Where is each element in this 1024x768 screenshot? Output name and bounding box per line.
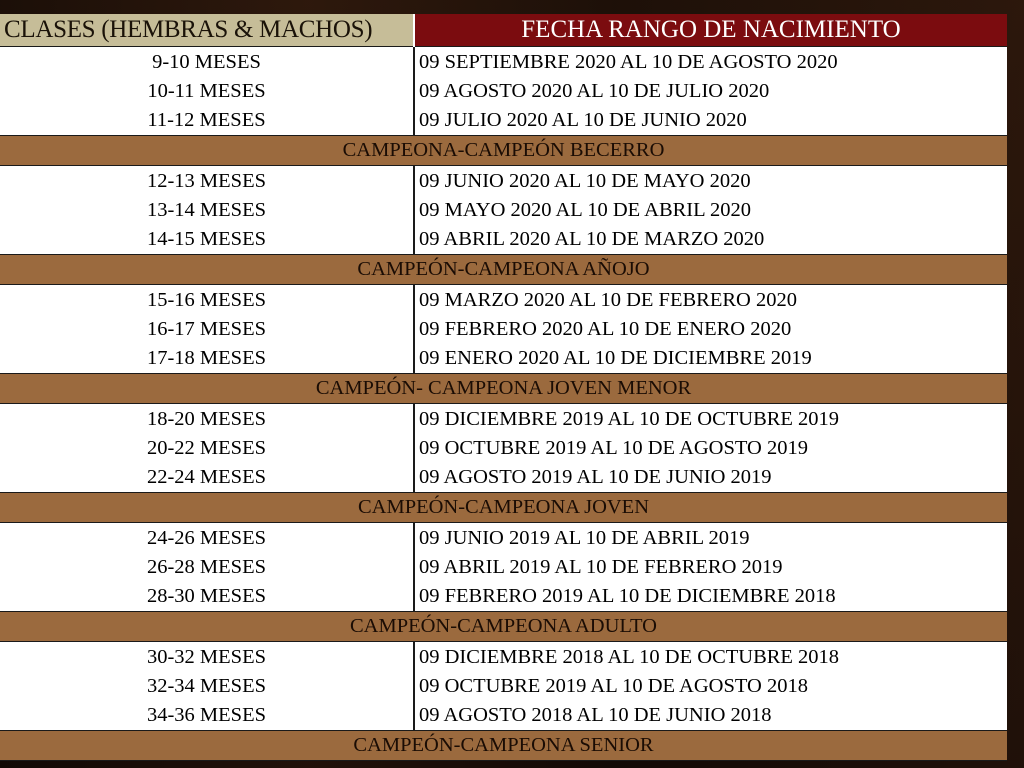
classes-cell (0, 404, 414, 493)
table-row (0, 285, 1007, 374)
class-label: 14-15 MESES (146, 228, 267, 250)
class-label: 13-14 MESES (146, 199, 267, 221)
dates-cell (414, 642, 1007, 731)
champion-row (0, 255, 1007, 285)
champion-row (0, 136, 1007, 166)
date-range: 09 DICIEMBRE 2019 AL 10 DE OCTUBRE 2019 (419, 408, 840, 430)
table-row (0, 642, 1007, 731)
champion-label: CAMPEÓN-CAMPEONA JOVEN (0, 493, 1007, 523)
class-label: 30-32 MESES (146, 646, 267, 668)
champion-row (0, 612, 1007, 642)
header-row (0, 14, 1007, 47)
date-range: 09 OCTUBRE 2019 AL 10 DE AGOSTO 2019 (419, 437, 808, 459)
classes-cell (0, 523, 414, 612)
class-label: 17-18 MESES (146, 347, 267, 369)
champion-label: CAMPEÓN- CAMPEONA JOVEN MENOR (0, 374, 1007, 404)
class-label: 9-10 MESES (152, 51, 261, 73)
dates-cell (414, 404, 1007, 493)
header-birth-date-range: FECHA RANGO DE NACIMIENTO (414, 14, 1007, 47)
class-label: 18-20 MESES (146, 408, 267, 430)
date-range: 09 ABRIL 2020 AL 10 DE MARZO 2020 (419, 228, 765, 250)
champion-label: CAMPEONA-CAMPEÓN BECERRO (0, 136, 1007, 166)
date-range: 09 SEPTIEMBRE 2020 AL 10 DE AGOSTO 2020 (419, 51, 838, 73)
date-range: 09 JUNIO 2019 AL 10 DE ABRIL 2019 (419, 527, 750, 549)
table-row (0, 404, 1007, 493)
classes-table-container (0, 14, 1007, 761)
dates-cell (414, 166, 1007, 255)
date-range: 09 OCTUBRE 2019 AL 10 DE AGOSTO 2018 (419, 675, 808, 697)
classes-table (0, 14, 1007, 761)
header-classes: CLASES (HEMBRAS & MACHOS) (0, 14, 414, 47)
date-range: 09 JUNIO 2020 AL 10 DE MAYO 2020 (419, 170, 751, 192)
date-range: 09 ABRIL 2019 AL 10 DE FEBRERO 2019 (419, 556, 783, 578)
date-range: 09 AGOSTO 2020 AL 10 DE JULIO 2020 (419, 80, 770, 102)
date-range: 09 MAYO 2020 AL 10 DE ABRIL 2020 (419, 199, 752, 221)
champion-label: CAMPEÓN-CAMPEONA AÑOJO (0, 255, 1007, 285)
class-label: 12-13 MESES (146, 170, 267, 192)
dates-cell (414, 47, 1007, 136)
class-label: 20-22 MESES (146, 437, 267, 459)
class-label: 10-11 MESES (147, 80, 266, 102)
class-label: 22-24 MESES (146, 466, 267, 488)
classes-cell (0, 642, 414, 731)
date-range: 09 FEBRERO 2019 AL 10 DE DICIEMBRE 2018 (419, 585, 836, 607)
champion-row (0, 493, 1007, 523)
table-row (0, 166, 1007, 255)
date-range: 09 MARZO 2020 AL 10 DE FEBRERO 2020 (419, 289, 797, 311)
champion-row (0, 374, 1007, 404)
dates-cell (414, 285, 1007, 374)
classes-cell (0, 47, 414, 136)
date-range: 09 FEBRERO 2020 AL 10 DE ENERO 2020 (419, 318, 792, 340)
date-range: 09 DICIEMBRE 2018 AL 10 DE OCTUBRE 2018 (419, 646, 840, 668)
date-range: 09 AGOSTO 2018 AL 10 DE JUNIO 2018 (419, 704, 772, 726)
table-row (0, 523, 1007, 612)
class-label: 11-12 MESES (147, 109, 266, 131)
class-label: 15-16 MESES (146, 289, 267, 311)
champion-row (0, 731, 1007, 761)
class-label: 16-17 MESES (146, 318, 267, 340)
class-label: 24-26 MESES (146, 527, 267, 549)
table-row (0, 47, 1007, 136)
classes-cell (0, 285, 414, 374)
classes-cell (0, 166, 414, 255)
class-label: 32-34 MESES (146, 675, 267, 697)
class-label: 26-28 MESES (146, 556, 267, 578)
class-label: 34-36 MESES (146, 704, 267, 726)
dates-cell (414, 523, 1007, 612)
date-range: 09 AGOSTO 2019 AL 10 DE JUNIO 2019 (419, 466, 772, 488)
date-range: 09 JULIO 2020 AL 10 DE JUNIO 2020 (419, 109, 747, 131)
class-label: 28-30 MESES (146, 585, 267, 607)
champion-label: CAMPEÓN-CAMPEONA ADULTO (0, 612, 1007, 642)
champion-label: CAMPEÓN-CAMPEONA SENIOR (0, 731, 1007, 761)
date-range: 09 ENERO 2020 AL 10 DE DICIEMBRE 2019 (419, 347, 812, 369)
